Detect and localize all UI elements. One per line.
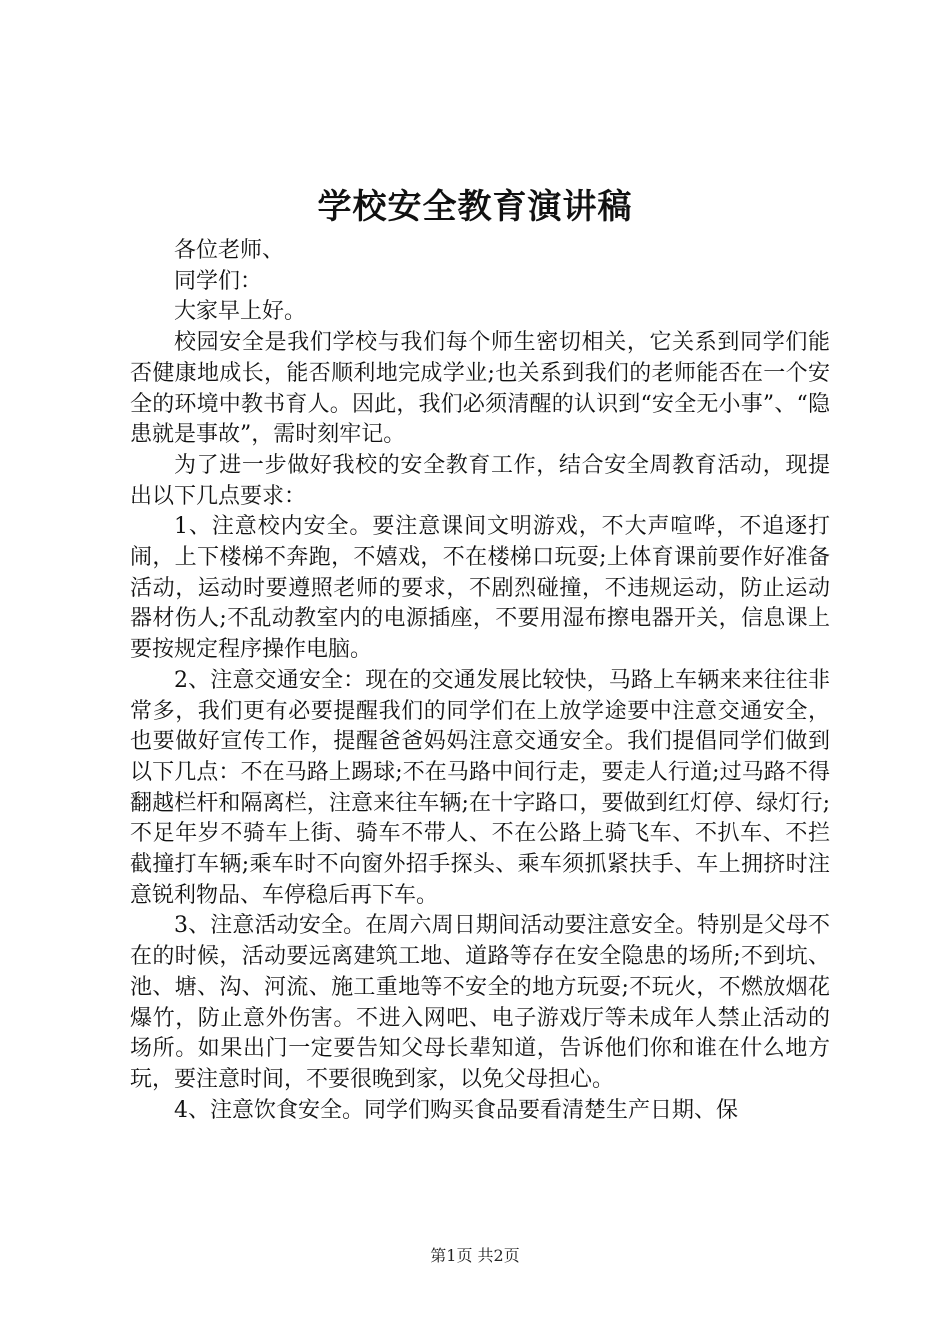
paragraph-item-3: 3、注意活动安全。在周六周日期间活动要注意安全。特别是父母不在的时候，活动要远离建筑工地、道路等存在安全隐患的场所;不到坑、池、塘、沟、河流、施工重地等不安全的地方玩耍;不玩火，不燃放烟花爆竹，防止意外伤害。不进入网吧、电子游戏厅等未成年人禁止活动的场所。如果出门一定要告知父母长辈知道，告诉他们你和谁在什么地方玩，要注意时间，不要很晚到家，以免父母担心。 — [130, 913, 830, 1092]
paragraph-item-1: 1、注意校内安全。要注意课间文明游戏，不大声喧哗，不追逐打闹，上下楼梯不奔跑，不嬉戏，不在楼梯口玩耍;上体育课前要作好准备活动，运动时要遵照老师的要求，不剧烈碰撞，不违规运动，防止运动器材伤人;不乱动教室内的电源插座，不要用湿布擦电器开关，信息课上要按规定程序操作电脑。 — [130, 514, 830, 663]
paragraph-intro: 校园安全是我们学校与我们每个师生密切相关，它关系到同学们能否健康地成长，能否顺利地完成学业;也关系到我们的老师能否在一个安全的环境中教书育人。因此，我们必须清醒的认识到“安全无小事”、“隐患就是事故”，需时刻牢记。 — [130, 330, 830, 448]
paragraph-requirements-lead: 为了进一步做好我校的安全教育工作，结合安全周教育活动，现提出以下几点要求： — [130, 452, 830, 509]
greeting-students: 同学们： — [174, 268, 263, 294]
greeting-morning: 大家早上好。 — [174, 299, 307, 325]
paragraph-item-4: 4、注意饮食安全。同学们购买食品要看清楚生产日期、保 — [174, 1097, 738, 1123]
paragraph-item-2: 2、注意交通安全：现在的交通发展比较快，马路上车辆来来往往非常多，我们更有必要提醒我们的同学们在上放学途要中注意交通安全，也要做好宣传工作，提醒爸爸妈妈注意交通安全。我们提倡同学们做到以下几点：不在马路上踢球;不在马路中间行走，要走人行道;过马路不得翻越栏杆和隔离栏，注意来往车辆;在十字路口，要做到红灯停、绿灯行;不足年岁不骑车上街、骑车不带人、不在公路上骑飞车、不扒车、不拦截撞打车辆;乘车时不向窗外招手探头、乘车须抓紧扶手、车上拥挤时注意锐利物品、车停稳后再下车。 — [130, 667, 830, 908]
page-footer: 第1页 共2页 — [430, 1246, 520, 1265]
greeting-teachers: 各位老师、 — [174, 238, 285, 263]
page-title: 学校安全教育演讲稿 — [317, 187, 633, 227]
document-body — [130, 236, 830, 1126]
